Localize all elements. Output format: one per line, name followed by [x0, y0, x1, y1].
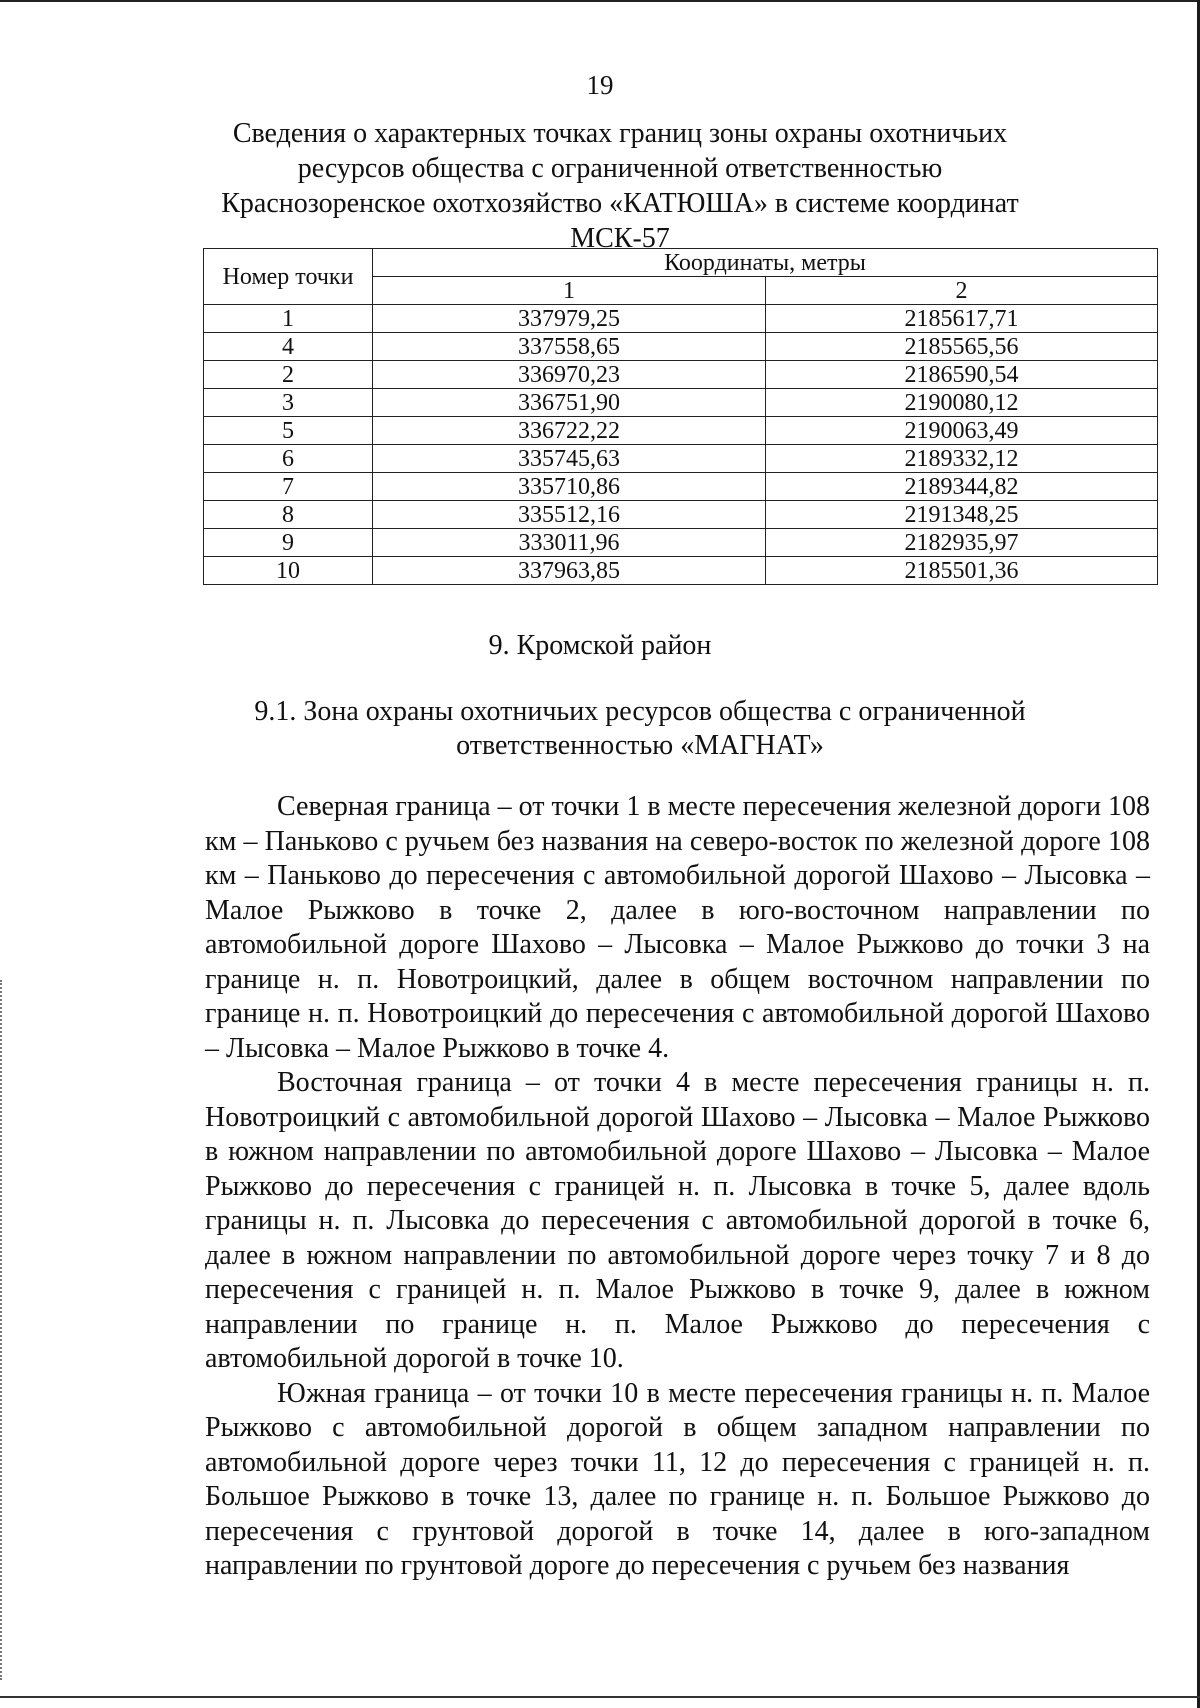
table-row	[204, 389, 1158, 417]
document-body	[205, 790, 1150, 1584]
cell-y: 2191348,25	[766, 501, 1158, 529]
cell-point: 6	[204, 445, 373, 473]
cell-x: 335745,63	[373, 445, 766, 473]
cell-point: 10	[204, 557, 373, 585]
cell-x: 337979,25	[373, 305, 766, 333]
table-row	[204, 445, 1158, 473]
cell-point: 4	[204, 333, 373, 361]
cell-y: 2190063,49	[766, 417, 1158, 445]
page-border-top	[0, 0, 1200, 2]
cell-point: 7	[204, 473, 373, 501]
table-row	[204, 501, 1158, 529]
table-row	[204, 473, 1158, 501]
subheader-col-1: 1	[373, 277, 766, 305]
cell-x: 335710,86	[373, 473, 766, 501]
table-row	[204, 557, 1158, 585]
cell-x: 336722,22	[373, 417, 766, 445]
section-title: 9. Кромской район	[488, 630, 712, 661]
table-row	[204, 529, 1158, 557]
cell-y: 2190080,12	[766, 389, 1158, 417]
cell-x: 337963,85	[373, 557, 766, 585]
table-header-row	[204, 249, 1158, 277]
table-row	[204, 417, 1158, 445]
cell-y: 2182935,97	[766, 529, 1158, 557]
subheader-col-2: 2	[766, 277, 1158, 305]
cell-x: 337558,65	[373, 333, 766, 361]
cell-point: 8	[204, 501, 373, 529]
cell-point: 9	[204, 529, 373, 557]
coordinates-table	[203, 248, 1158, 585]
paragraph-north-border: Северная граница – от точки 1 в месте пересечения железной дороги 108 км – Паньково с ручьем без названия на северо-восток по железной дороге 108 км – Паньково до пересечения с автомобильной дорогой Шахово – Лысовка – Малое Рыжково в точке 2, далее в юго-восточном направлении по автомобильной дороге Шахово – Лысовка – Малое Рыжково до точки 3 на границе н. п. Новотроицкий, далее в общем восточном направлении по границе н. п. Новотроицкий до пересечения с автомобильной дорогой Шахово – Лысовка – Малое Рыжково в точке 4.	[205, 791, 1150, 1064]
page-number: 19	[586, 70, 614, 100]
scan-margin-marks	[0, 980, 6, 1680]
page-border-bottom	[0, 1696, 1200, 1698]
paragraph-east-border: Восточная граница – от точки 4 в месте пересечения границы н. п. Новотроицкий с автомобильной дорогой Шахово – Лысовка – Малое Рыжково в южном направлении по автомобильной дороге Шахово – Лысовка – Малое Рыжково до пересечения с границей н. п. Лысовка в точке 5, далее вдоль границы н. п. Лысовка до пересечения с автомобильной дорогой в точке 6, далее в южном направлении по автомобильной дороге через точку 7 и 8 до пересечения с границей н. п. Малое Рыжково в точке 9, далее в южном направлении по границе н. п. Малое Рыжково до пересечения с автомобильной дорогой в точке 10.	[205, 1067, 1150, 1374]
paragraph-south-border: Южная граница – от точки 10 в месте пересечения границы н. п. Малое Рыжково с автомобильной дорогой в общем западном направлении по автомобильной дороге через точки 11, 12 до пересечения с границей н. п. Большое Рыжково в точке 13, далее по границе н. п. Большое Рыжково до пересечения с грунтовой дорогой в точке 14, далее в юго-западном направлении по грунтовой дороге до пересечения с ручьем без названия	[205, 1377, 1150, 1581]
subsection-title: 9.1. Зона охраны охотничьих ресурсов общества с ограниченной ответственностью «МАГНАТ»	[254, 696, 1026, 761]
cell-point: 5	[204, 417, 373, 445]
cell-point: 1	[204, 305, 373, 333]
table-row	[204, 361, 1158, 389]
header-point-number: Номер точки	[204, 249, 373, 305]
cell-y: 2186590,54	[766, 361, 1158, 389]
document-heading: Сведения о характерных точках границ зоны охраны охотничьих ресурсов общества с ограниченной ответственностью Краснозоренское охотхозяйство «КАТЮША» в системе координат МСК-57	[221, 118, 1019, 254]
cell-point: 2	[204, 361, 373, 389]
cell-y: 2185501,36	[766, 557, 1158, 585]
cell-x: 335512,16	[373, 501, 766, 529]
cell-point: 3	[204, 389, 373, 417]
cell-y: 2185617,71	[766, 305, 1158, 333]
cell-y: 2189332,12	[766, 445, 1158, 473]
cell-x: 336751,90	[373, 389, 766, 417]
header-coordinates: Координаты, метры	[373, 249, 1158, 277]
cell-x: 336970,23	[373, 361, 766, 389]
cell-x: 333011,96	[373, 529, 766, 557]
table-row	[204, 333, 1158, 361]
cell-y: 2189344,82	[766, 473, 1158, 501]
cell-y: 2185565,56	[766, 333, 1158, 361]
table-row	[204, 305, 1158, 333]
